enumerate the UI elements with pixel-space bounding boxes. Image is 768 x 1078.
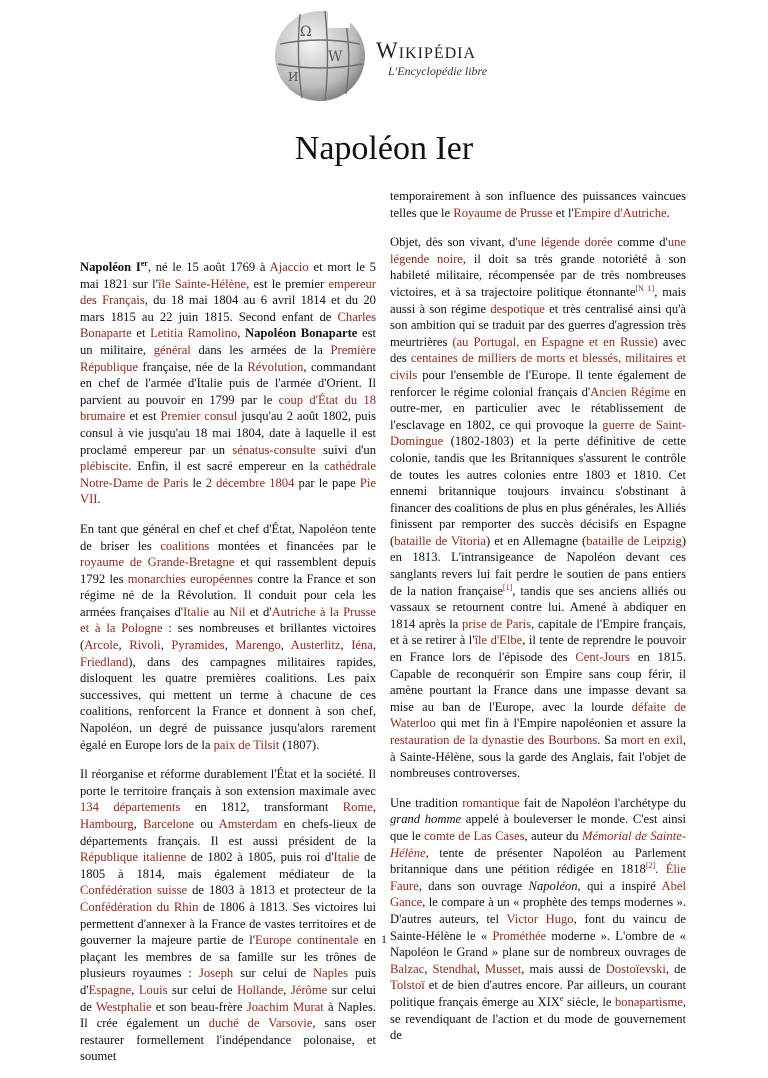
link-balzac[interactable]: Balzac [390, 961, 425, 976]
link-premiere-republique[interactable]: Première République [80, 342, 376, 374]
coalitions-paragraph: En tant que général en chef et chef d'État, Napoléon tente de briser les coalitions montées et financées par le royaume de Grande-Bretagne et qui rassemblent depuis 1792 les monarchies européennes contre la France et son régime né de la Révolution. Il conduit pour cela les armées françaises d'Italie au Nil et d'Autriche à la Prusse et à la Pologne : ses nombreuses et brillantes victoires (Arcole, Rivoli, Pyramides, Marengo, Austerlitz, Iéna, Friedland), dans des campagnes militaires rapides, disloquent les quatre premières coalitions. Les paix successives, qui mettent un terme à chacune de ces coalitions, renforcent la France et donnent à son chef, Napoléon, un degré de puissance jusqu'alors rarement égalé en Europe lors de la paix de Tilsit (1807). [80, 521, 377, 752]
link-revolution[interactable]: Révolution [247, 359, 304, 374]
link-amsterdam[interactable]: Amsterdam [218, 817, 278, 831]
link-empereur-des-francais[interactable]: empereur des Français [80, 276, 376, 308]
link-letitia-ramolino[interactable]: Letitia Ramolino [150, 326, 238, 341]
link-2-decembre-1804[interactable]: 2 décembre 1804 [205, 475, 295, 490]
link-louis[interactable]: Louis [138, 982, 168, 997]
page-number: 1 [381, 932, 387, 946]
link-guerres-portugal-espagne-russie[interactable]: (au Portugal, en Espagne et en Russie) [452, 334, 658, 349]
link-paix-de-tilsit[interactable]: paix de Tilsit [213, 737, 280, 752]
link-westphalie[interactable]: Westphalie [95, 999, 152, 1014]
link-republique-italienne[interactable]: République italienne [80, 850, 187, 865]
link-pie-vii[interactable]: Pie VII [80, 475, 376, 507]
link-134-departements[interactable]: 134 départements [80, 800, 181, 815]
link-musset[interactable]: Musset [484, 961, 522, 976]
link-joseph[interactable]: Joseph [198, 966, 234, 981]
footnote-n1[interactable]: [N 1] [635, 283, 655, 293]
link-monarchies-europeennes[interactable]: monarchies européennes [127, 571, 254, 586]
link-memorial-de-sainte-helene[interactable]: Mémorial de Sainte-Hélène [390, 828, 687, 860]
logo-tagline: L'Encyclopédie libre [388, 64, 488, 78]
intro-paragraph: Napoléon Ier, né le 15 août 1769 à Ajaccio et mort le 5 mai 1821 sur l'île Sainte-Hélène, est le premier empereur des Français, du 18 mai 1804 au 6 avril 1814 et du 20 mars 1815 au 22 juin 1815. Second enfant de Charles Bonaparte et Letitia Ramolino, Napoléon Bonaparte est un militaire, général dans les armées de la Première République française, née de la Révolution, commandant en chef de l'armée d'Italie puis de l'armée d'Orient. Il parvient au pouvoir en 1799 par le coup d'État du 18 brumaire et est Premier consul jusqu'au 2 août 1802, puis consul à vie jusqu'au 18 mai 1804, date à laquelle il est proclamé empereur par un sénatus-consulte suivi d'un plébiscite. Enfin, il est sacré empereur en la cathédrale Notre-Dame de Paris le 2 décembre 1804 par le pape Pie VII. [80, 258, 377, 507]
link-italie-royaume[interactable]: Italie [333, 850, 360, 865]
link-general[interactable]: général [153, 342, 191, 357]
link-pyramides[interactable]: Pyramides [171, 638, 225, 653]
link-plebiscite[interactable]: plébiscite [80, 459, 129, 474]
link-despotique[interactable]: despotique [490, 301, 545, 316]
footnote-2[interactable]: [2] [645, 860, 656, 870]
link-confederation-du-rhin[interactable]: Confédération du Rhin [80, 899, 199, 914]
link-ajaccio[interactable]: Ajaccio [269, 260, 309, 274]
link-notre-dame-de-paris[interactable]: cathédrale Notre-Dame de Paris [80, 459, 376, 490]
svg-text:И: И [288, 70, 299, 84]
link-comte-de-las-cases[interactable]: comte de Las Cases [424, 828, 525, 843]
link-coalitions[interactable]: coalitions [160, 538, 210, 553]
link-duche-de-varsovie[interactable]: duché de Varsovie [208, 1016, 313, 1031]
romantic-tradition-paragraph: Une tradition romantique fait de Napoléon l'archétype du grand homme appelé à bouleverser le monde. C'est ainsi que le comte de Las Cases, auteur du Mémorial de Sainte-Hélène, tente de présenter Napoléon au Parlement britannique dans une pétition rédigée en 1818[2]. Élie Faure, dans son ouvrage Napoléon, qui a inspiré Abel Gance, le compare à un « prophète des temps modernes ». D'autres auteurs, tel Victor Hugo, font du vaincu de Sainte-Hélène le « Prométhée moderne ». L'ombre de « Napoléon le Grand » plane sur de nombreux ouvrages de Balzac, Stendhal, Musset, mais aussi de Dostoïevski, de Tolstoï et de bien d'autres encore. Par ailleurs, un courant politique français émerge au XIXe siècle, le bonapartisme, se revendiquant de l'action et du mode de gouvernement de [390, 795, 687, 1043]
bold-napoleon-bonaparte: Napoléon Bonaparte [245, 326, 358, 341]
link-hollande[interactable]: Hollande [237, 982, 284, 997]
wikipedia-logo[interactable] [270, 6, 505, 104]
link-italie[interactable]: Italie [183, 604, 209, 619]
link-espagne[interactable]: Espagne [88, 982, 132, 997]
link-legende-doree[interactable]: une légende dorée [517, 235, 613, 250]
link-ile-sainte-helene[interactable]: île Sainte-Hélène [157, 276, 247, 291]
footnote-1[interactable]: [1] [502, 582, 513, 592]
link-defaite-de-waterloo[interactable]: défaite de Waterloo [390, 699, 686, 731]
link-friedland[interactable]: Friedland [80, 654, 129, 669]
link-legende-noire[interactable]: une légende noire [390, 235, 686, 266]
link-ile-d-elbe[interactable]: île d'Elbe [474, 633, 523, 648]
link-europe-continentale[interactable]: Europe continentale [255, 933, 359, 948]
link-guerre-de-saint-domingue[interactable]: guerre de Saint-Domingue [390, 417, 686, 449]
link-abel-gance[interactable]: Abel Gance [390, 878, 686, 910]
reforms-paragraph: Il réorganise et réforme durablement l'État et la société. Il porte le territoire français à son extension maximale avec 134 départements en 1812, transformant Rome, Hambourg, Barcelone ou Amsterdam en chefs-lieux de départements français. Il est aussi président de la République italienne de 1802 à 1805, puis roi d'Italie de 1805 à 1814, mais également médiateur de la Confédération suisse de 1803 à 1813 et protecteur de la Confédération du Rhin de 1806 à 1813. Ses victoires lui permettent d'annexer à la France de vastes territoires et de gouverner la majeure partie de l'Europe continentale en plaçant les membres de sa famille sur les trônes de plusieurs royaumes : Joseph sur celui de Naples puis d'Espagne, Louis sur celui de Hollande, Jérôme sur celui de Westphalie et son beau-frère Joachim Murat à Naples. Il crée également un duché de Varsovie, sans oser restaurer formellement l'indépendance polonaise, et soumet [80, 767, 377, 1064]
link-coup-d-etat-18-brumaire[interactable]: coup d'État du 18 brumaire [80, 392, 376, 424]
link-royaume-de-prusse[interactable]: Royaume de Prusse [453, 205, 553, 220]
link-stendhal[interactable]: Stendhal [432, 961, 477, 976]
subject-name: Napoléon Ier [80, 258, 148, 274]
link-mort-en-exil[interactable]: mort en exil [620, 733, 683, 747]
link-premier-consul[interactable]: Premier consul [160, 409, 238, 424]
link-bataille-de-leipzig[interactable]: bataille de Leipzig [586, 533, 682, 548]
link-hambourg[interactable]: Hambourg [80, 817, 134, 831]
link-dostoievski[interactable]: Dostoïevski [605, 961, 666, 976]
link-joachim-murat[interactable]: Joachim Murat [246, 999, 324, 1014]
link-charles-bonaparte[interactable]: Charles Bonaparte [80, 309, 376, 341]
link-bataille-de-vitoria[interactable]: bataille de Vitoria [394, 533, 486, 548]
continuation-paragraph: temporairement à son influence des puissances vaincues telles que le Royaume de Prusse et l'Empire d'Autriche. [390, 189, 686, 220]
link-autriche-prusse-pologne[interactable]: Autriche à la Prusse et à la Pologne [80, 604, 377, 636]
left-column [80, 259, 376, 1078]
link-centaines-de-milliers-de-morts[interactable]: centaines de milliers de morts et blessés, militaires et civils [390, 351, 687, 382]
link-empire-d-autriche[interactable]: Empire d'Autriche [573, 205, 667, 220]
link-bonapartisme[interactable]: bonapartisme [614, 994, 683, 1009]
link-prise-de-paris[interactable]: prise de Paris [462, 616, 532, 631]
logo-wordmark: Wikipédia [376, 38, 477, 63]
link-royaume-grande-bretagne[interactable]: royaume de Grande-Bretagne [80, 555, 235, 570]
link-naples[interactable]: Naples [313, 966, 348, 981]
link-promethee[interactable]: Prométhée [492, 928, 547, 943]
link-restauration-bourbons[interactable]: restauration de la dynastie des Bourbons [390, 733, 598, 747]
link-elie-faure[interactable]: Élie Faure [390, 862, 686, 893]
link-iena[interactable]: Iéna [351, 638, 373, 653]
page-title: Napoléon Ier [294, 130, 474, 167]
link-rivoli[interactable]: Rivoli [129, 638, 161, 653]
link-marengo[interactable]: Marengo [235, 638, 281, 653]
puzzle-globe-icon [270, 6, 370, 104]
svg-text:W: W [328, 49, 343, 65]
link-barcelone[interactable]: Barcelone [143, 817, 195, 831]
right-column [390, 188, 686, 1057]
link-nil[interactable]: Nil [229, 604, 246, 619]
svg-text:Ω: Ω [300, 24, 312, 40]
link-jerome[interactable]: Jérôme [290, 982, 328, 997]
link-austerlitz[interactable]: Austerlitz [290, 638, 341, 653]
link-romantique[interactable]: romantique [462, 795, 520, 810]
link-tolstoi[interactable]: Tolstoï [390, 978, 425, 993]
link-arcole[interactable]: Arcole [84, 638, 119, 653]
link-cent-jours[interactable]: Cent-Jours [575, 650, 630, 665]
link-confederation-suisse[interactable]: Confédération suisse [80, 883, 188, 898]
link-victor-hugo[interactable]: Victor Hugo [506, 911, 574, 926]
link-ancien-regime[interactable]: Ancien Régime [590, 384, 670, 399]
link-rome[interactable]: Rome [342, 800, 373, 815]
legend-paragraph: Objet, dès son vivant, d'une légende dorée comme d'une légende noire, il doit sa très grande notoriété à son habileté militaire, récompensée par de très nombreuses victoires, et à sa trajectoire politique étonnante[N 1], mais aussi à son régime despotique et très centralisé ainsi qu'à son ambition qui se traduit par des guerres d'agression très meurtrières (au Portugal, en Espagne et en Russie) avec des centaines de milliers de morts et blessés, militaires et civils pour l'ensemble de l'Europe. Il tente également de renforcer le régime colonial français d'Ancien Régime en outre-mer, en particulier avec le rétablissement de l'esclavage en 1802, ce qui provoque la guerre de Saint-Domingue (1802-1803) et la perte définitive de cette colonie, tandis que les Britanniques s'assurent le contrôle de toutes les autres colonies entre 1803 et 1810. Cet ennemi britannique toujours invaincu s'obstinant à financer des coalitions de plus en plus générales, les Alliés finissent par remporter des succès décisifs en Espagne (bataille de Vitoria) et en Allemagne (bataille de Leipzig) en 1813. L'intransigeance de Napoléon devant ces sanglants revers lui fait perdre le soutien de pans entiers de la nation française[1], tandis que ses anciens alliés ou vassaux se retournent contre lui. Amené à abdiquer en 1814 après la prise de Paris, capitale de l'Empire français, et à se retirer à l'île d'Elbe, il tente de reprendre le pouvoir en France lors de l'épisode des Cent-Jours en 1815. Capable de reconquérir son Empire sans coup férir, il amène pourtant la France dans une impasse devant sa mise au ban de l'Europe, avec la lourde défaite de Waterloo qui met fin à l'Empire napoléonien et assure la restauration de la dynastie des Bourbons. Sa mort en exil, à Sainte-Hélène, sous la garde des Anglais, fait l'objet de nombreuses controverses. [390, 235, 687, 781]
link-senatus-consulte[interactable]: sénatus-consulte [232, 442, 316, 457]
